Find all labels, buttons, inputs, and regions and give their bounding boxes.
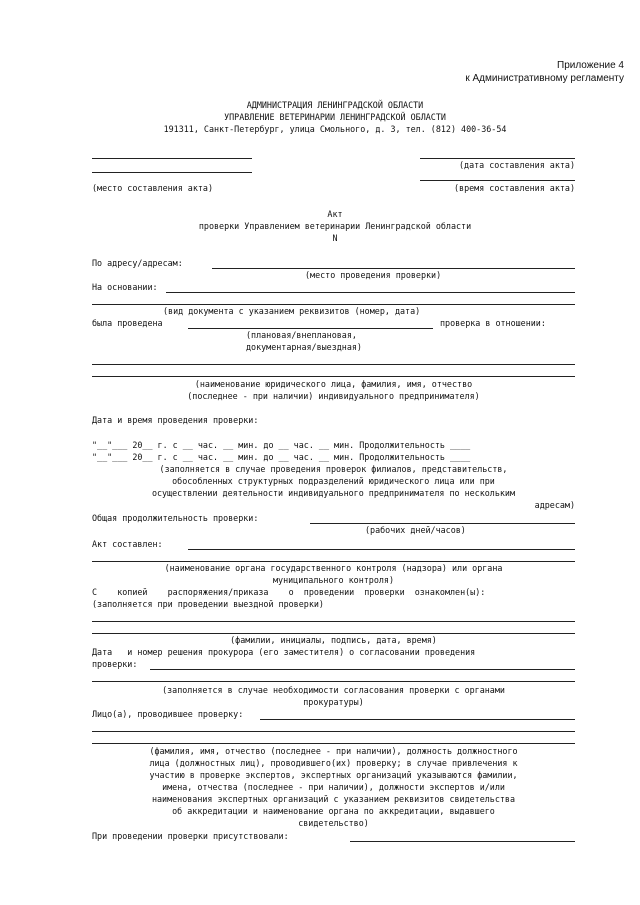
datetime-note-4: адресам) (534, 500, 575, 510)
datetime-row-1[interactable]: "__"___ 20__ г. с __ час. __ мин. до __ час. __ мин. Продолжительность ____ (92, 440, 471, 450)
order-note: (заполняется при проведении выездной проверки) (92, 599, 324, 609)
inspection-type-caption-2: документарная/выездная) (246, 342, 362, 352)
present-field[interactable] (350, 841, 575, 842)
appendix-number: Приложение 4 (557, 60, 624, 71)
compiled-label: Акт составлен: (92, 539, 163, 549)
inspector-field-2[interactable] (92, 731, 575, 732)
address-caption: (место проведения проверки) (305, 270, 442, 280)
inspector-caption-4: имена, отчества (последнее - при наличии), должности экспертов и/или (162, 782, 505, 792)
inspector-caption-3: участию в проверке экспертов, экспертных организаций указываются фамилии, (149, 770, 518, 780)
inspection-type-field[interactable] (188, 328, 433, 329)
address-label: По адресу/адресам: (92, 258, 183, 268)
inspector-field-1[interactable] (260, 719, 575, 720)
conducted-suffix: проверка в отношении: (440, 318, 546, 328)
header-address: 191311, Санкт-Петербург, улица Смольного, д. 3, тел. (812) 400-36-54 (163, 124, 507, 134)
entity-field-1[interactable] (92, 364, 575, 365)
duration-label: Общая продолжительность проверки: (92, 513, 259, 523)
basis-caption: (вид документа с указанием реквизитов (номер, дата) (163, 306, 421, 316)
header-department: УПРАВЛЕНИЕ ВЕТЕРИНАРИИ ЛЕНИНГРАДСКОЙ ОБЛАСТИ (224, 112, 446, 122)
inspector-caption-5: наименования экспертных организаций с указанием реквизитов свидетельства (151, 794, 516, 804)
compiled-field-2[interactable] (92, 561, 575, 562)
entity-caption-2: (последнее - при наличии) индивидуального предпринимателя) (187, 391, 480, 401)
compiled-field-1[interactable] (188, 549, 575, 550)
prosecutor-line: Дата и номер решения прокурора (его заместителя) о согласовании проведения (92, 647, 476, 657)
duration-caption: (рабочих дней/часов) (365, 525, 466, 535)
compiled-caption-2: муниципального контроля) (272, 575, 394, 585)
appendix-regulation: к Административному регламенту (465, 73, 624, 84)
inspector-label: Лицо(а), проводившее проверку: (92, 709, 244, 719)
inspection-type-caption-1: (плановая/внеплановая, (246, 330, 357, 340)
date-line[interactable] (420, 158, 575, 159)
place-line-2[interactable] (92, 172, 252, 173)
basis-field-2[interactable] (92, 304, 575, 305)
compiled-caption-1: (наименование органа государственного контроля (надзора) или органа (164, 563, 503, 573)
order-field-2[interactable] (92, 633, 575, 634)
prosecutor-caption-2: прокуратуры) (303, 697, 364, 707)
time-caption: (время составления акта) (453, 183, 575, 193)
datetime-label: Дата и время проведения проверки: (92, 415, 259, 425)
place-line-1[interactable] (92, 158, 252, 159)
inspector-caption-1: (фамилия, имя, отчество (последнее - при наличии), должность должностного (149, 746, 518, 756)
datetime-row-2[interactable]: "__"___ 20__ г. с __ час. __ мин. до __ час. __ мин. Продолжительность ____ (92, 452, 471, 462)
present-label: При проведении проверки присутствовали: (92, 831, 289, 841)
conducted-label: была проведена (92, 318, 163, 328)
datetime-note-1: (заполняется в случае проведения проверок филиалов, представительств, (159, 464, 508, 474)
header-administration: АДМИНИСТРАЦИЯ ЛЕНИНГРАДСКОЙ ОБЛАСТИ (246, 100, 424, 110)
address-field[interactable] (212, 268, 575, 269)
time-line[interactable] (420, 180, 575, 181)
prosecutor-field-2[interactable] (92, 681, 575, 682)
basis-label: На основании: (92, 282, 158, 292)
inspector-caption-2: лица (должностных лиц), проводившего(их) проверку; в случае привлечения к (149, 758, 518, 768)
entity-field-2[interactable] (92, 376, 575, 377)
act-subtitle: проверки Управлением ветеринарии Ленинградской области (198, 221, 472, 231)
date-caption: (дата составления акта) (459, 160, 575, 170)
datetime-note-3: осуществлении деятельности индивидуального предпринимателя по нескольким (151, 488, 516, 498)
inspector-caption-6: об аккредитации и наименование органа по аккредитации, выдавшего (172, 806, 495, 816)
basis-field-1[interactable] (166, 292, 575, 293)
prosecutor-caption-1: (заполняется в случае необходимости согласования проверки с органами (162, 685, 505, 695)
inspector-field-3[interactable] (92, 743, 575, 744)
order-line: С копией распоряжения/приказа о проведении проверки ознакомлен(ы): (92, 587, 486, 597)
act-title: Акт (327, 209, 343, 219)
datetime-note-2: обособленных структурных подразделений юридического лица или при (172, 476, 495, 486)
order-caption: (фамилии, инициалы, подпись, дата, время) (230, 635, 437, 645)
place-caption: (место составления акта) (92, 183, 214, 193)
inspector-caption-7: свидетельство) (298, 818, 369, 828)
prosecutor-field-1[interactable] (150, 669, 575, 670)
duration-field[interactable] (310, 523, 575, 524)
order-field-1[interactable] (92, 621, 575, 622)
act-number: N (332, 233, 338, 243)
entity-caption-1: (наименование юридического лица, фамилия, имя, отчество (194, 379, 473, 389)
prosecutor-label: проверки: (92, 659, 138, 669)
